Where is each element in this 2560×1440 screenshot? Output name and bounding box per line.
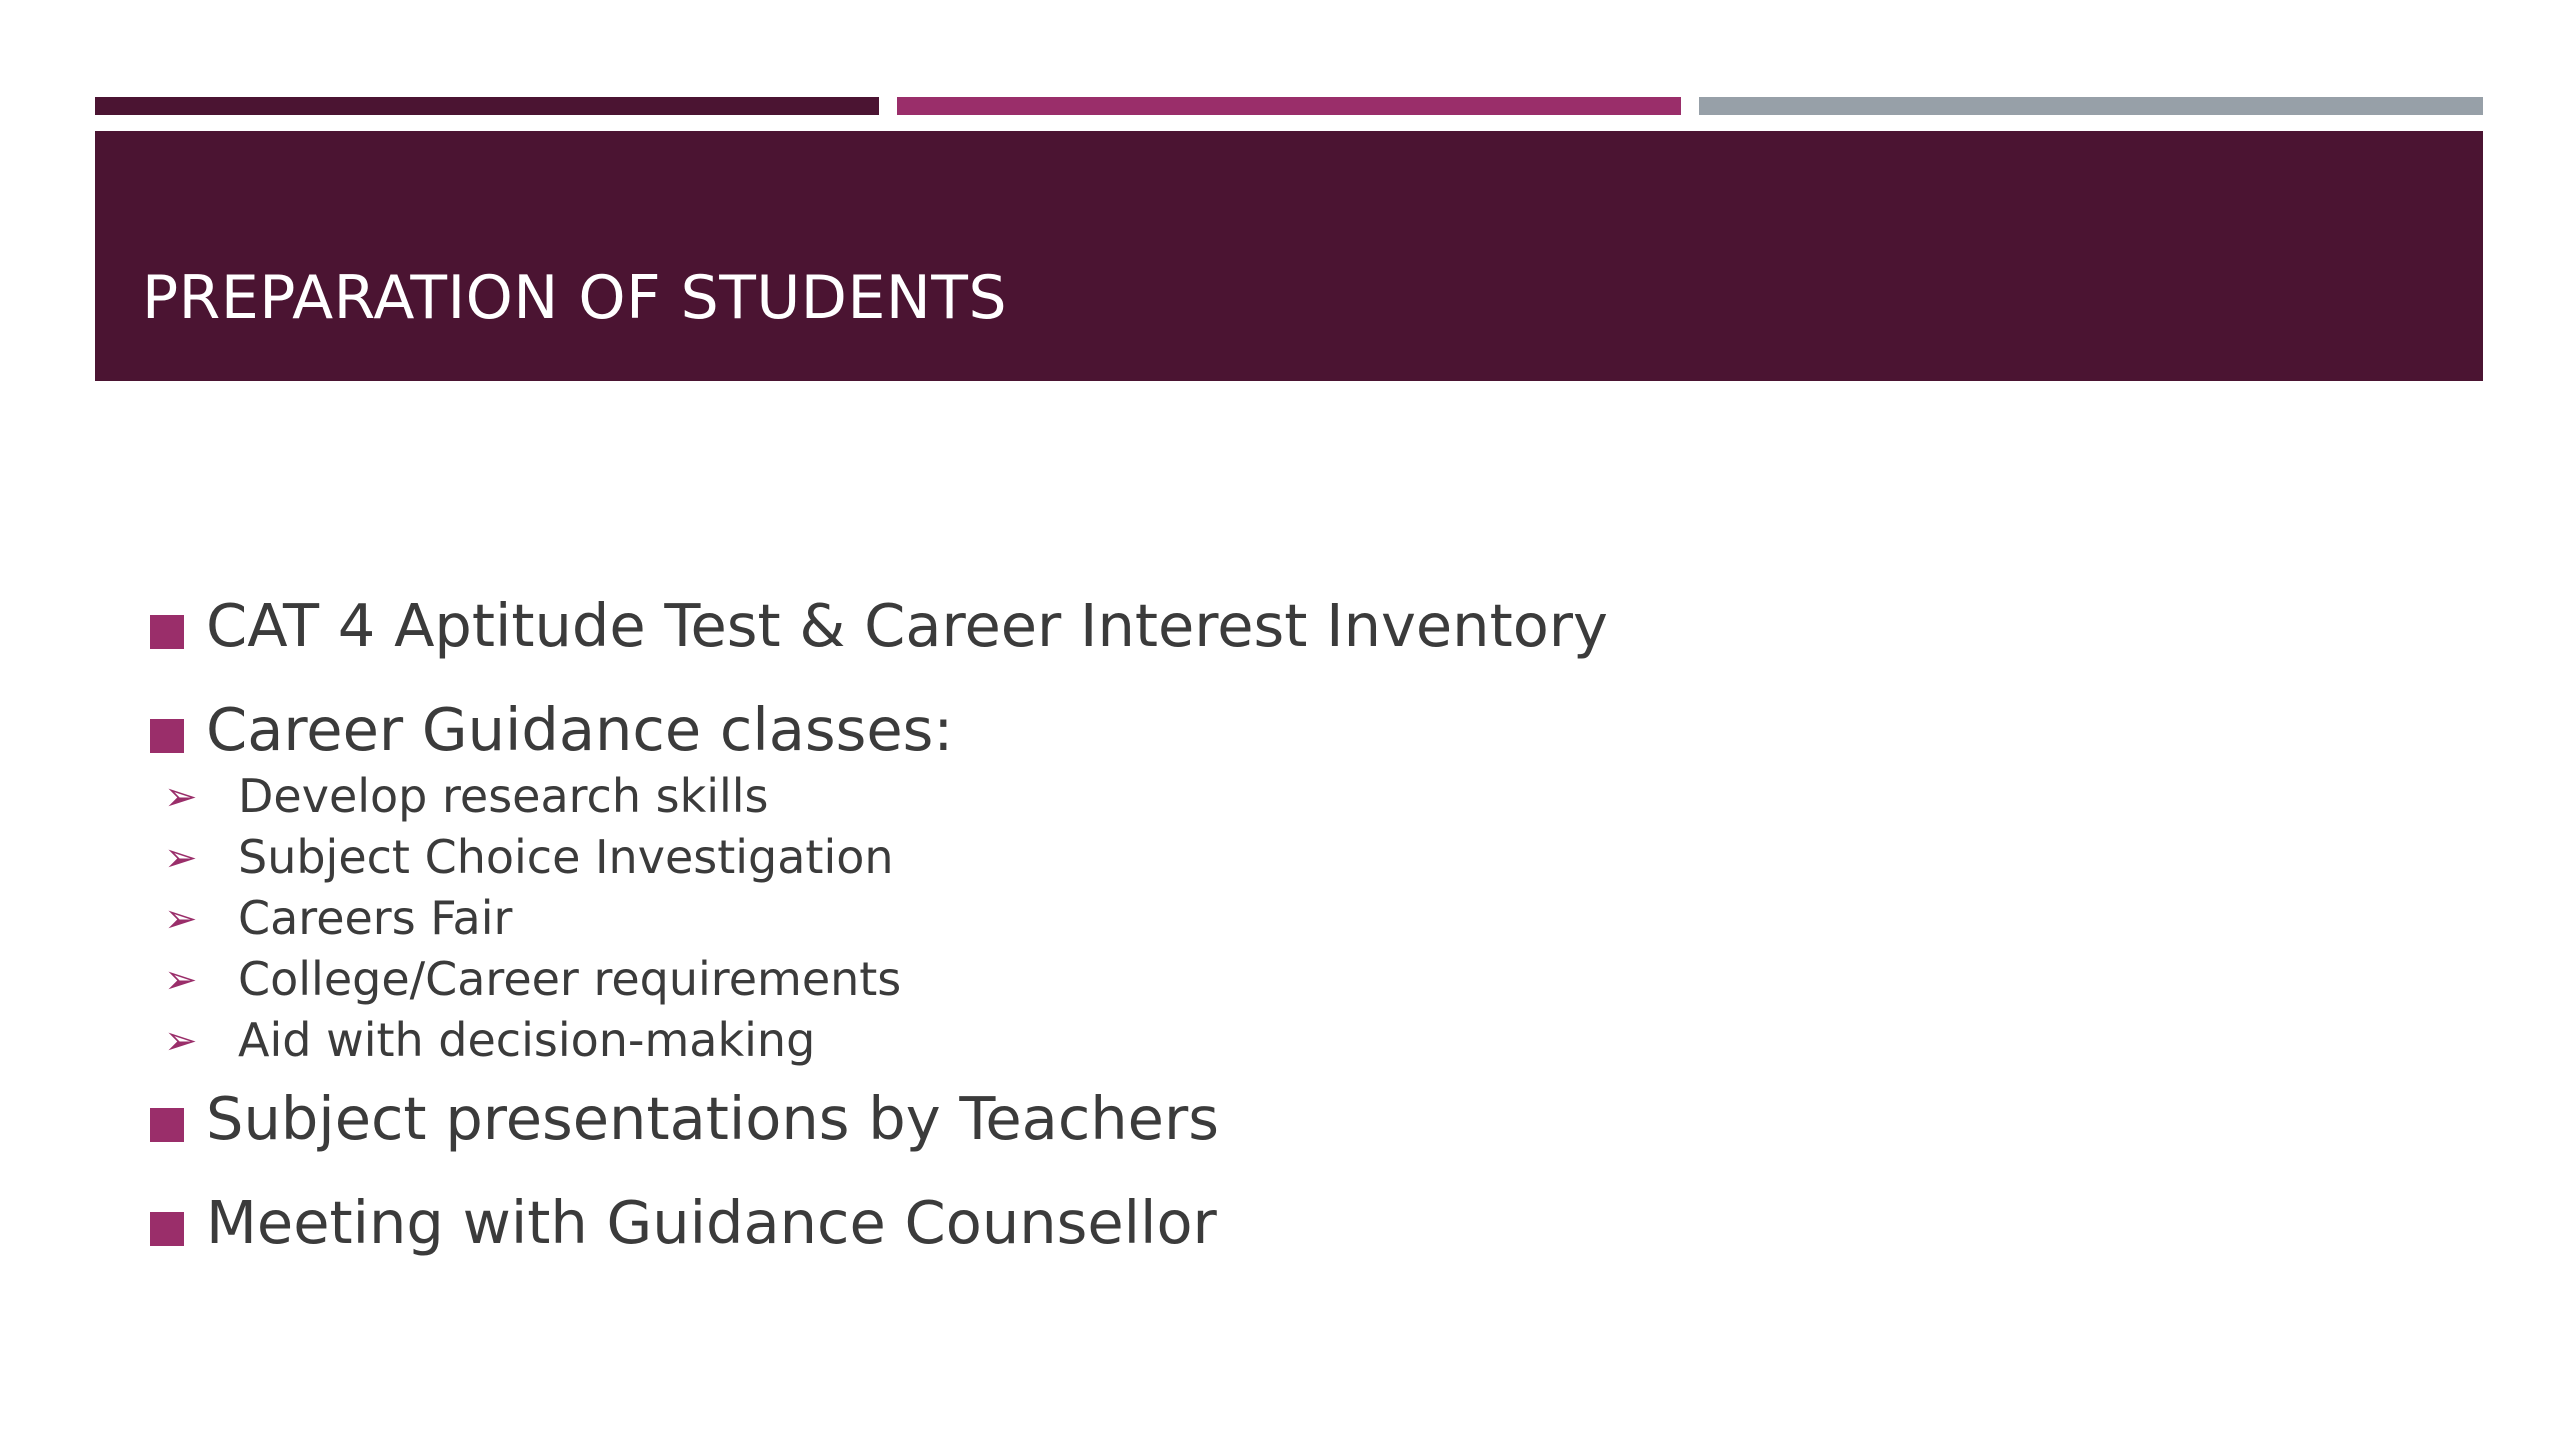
bullet-text: Meeting with Guidance Counsellor [206,1188,1217,1257]
bullet-item [148,1071,2348,1175]
sub-list-item [148,766,2348,827]
sub-item-text: Subject Choice Investigation [238,830,894,884]
sub-item-text: Develop research skills [238,769,769,823]
sub-item-text: College/Career requirements [238,952,902,1006]
content-list [148,578,2348,1279]
arrowhead-bullet-icon: ➢ [164,1018,198,1064]
square-bullet-icon [150,719,184,753]
accent-bar-gray [1699,97,2483,115]
arrowhead-bullet-icon: ➢ [164,774,198,820]
sub-list [148,766,2348,1071]
square-bullet-icon [150,1212,184,1246]
accent-bar-magenta [897,97,1681,115]
sub-list-item [148,888,2348,949]
arrowhead-bullet-icon: ➢ [164,957,198,1003]
bullet-item [148,682,2348,766]
accent-bar-dark [95,97,879,115]
square-bullet-icon [150,615,184,649]
sub-item-text: Aid with decision-making [238,1013,816,1067]
sub-list-item [148,949,2348,1010]
square-bullet-icon [150,1108,184,1142]
sub-item-text: Careers Fair [238,891,513,945]
arrowhead-bullet-icon: ➢ [164,835,198,881]
sub-list-item [148,827,2348,888]
bullet-text: Subject presentations by Teachers [206,1084,1219,1153]
bullet-item [148,578,2348,682]
sub-list-item [148,1010,2348,1071]
bullet-text: Career Guidance classes: [206,695,954,764]
bullet-text: CAT 4 Aptitude Test & Career Interest Inventory [206,591,1608,660]
arrowhead-bullet-icon: ➢ [164,896,198,942]
title-band [95,131,2483,381]
bullet-item [148,1175,2348,1279]
slide-title: PREPARATION OF STUDENTS [142,263,1008,333]
